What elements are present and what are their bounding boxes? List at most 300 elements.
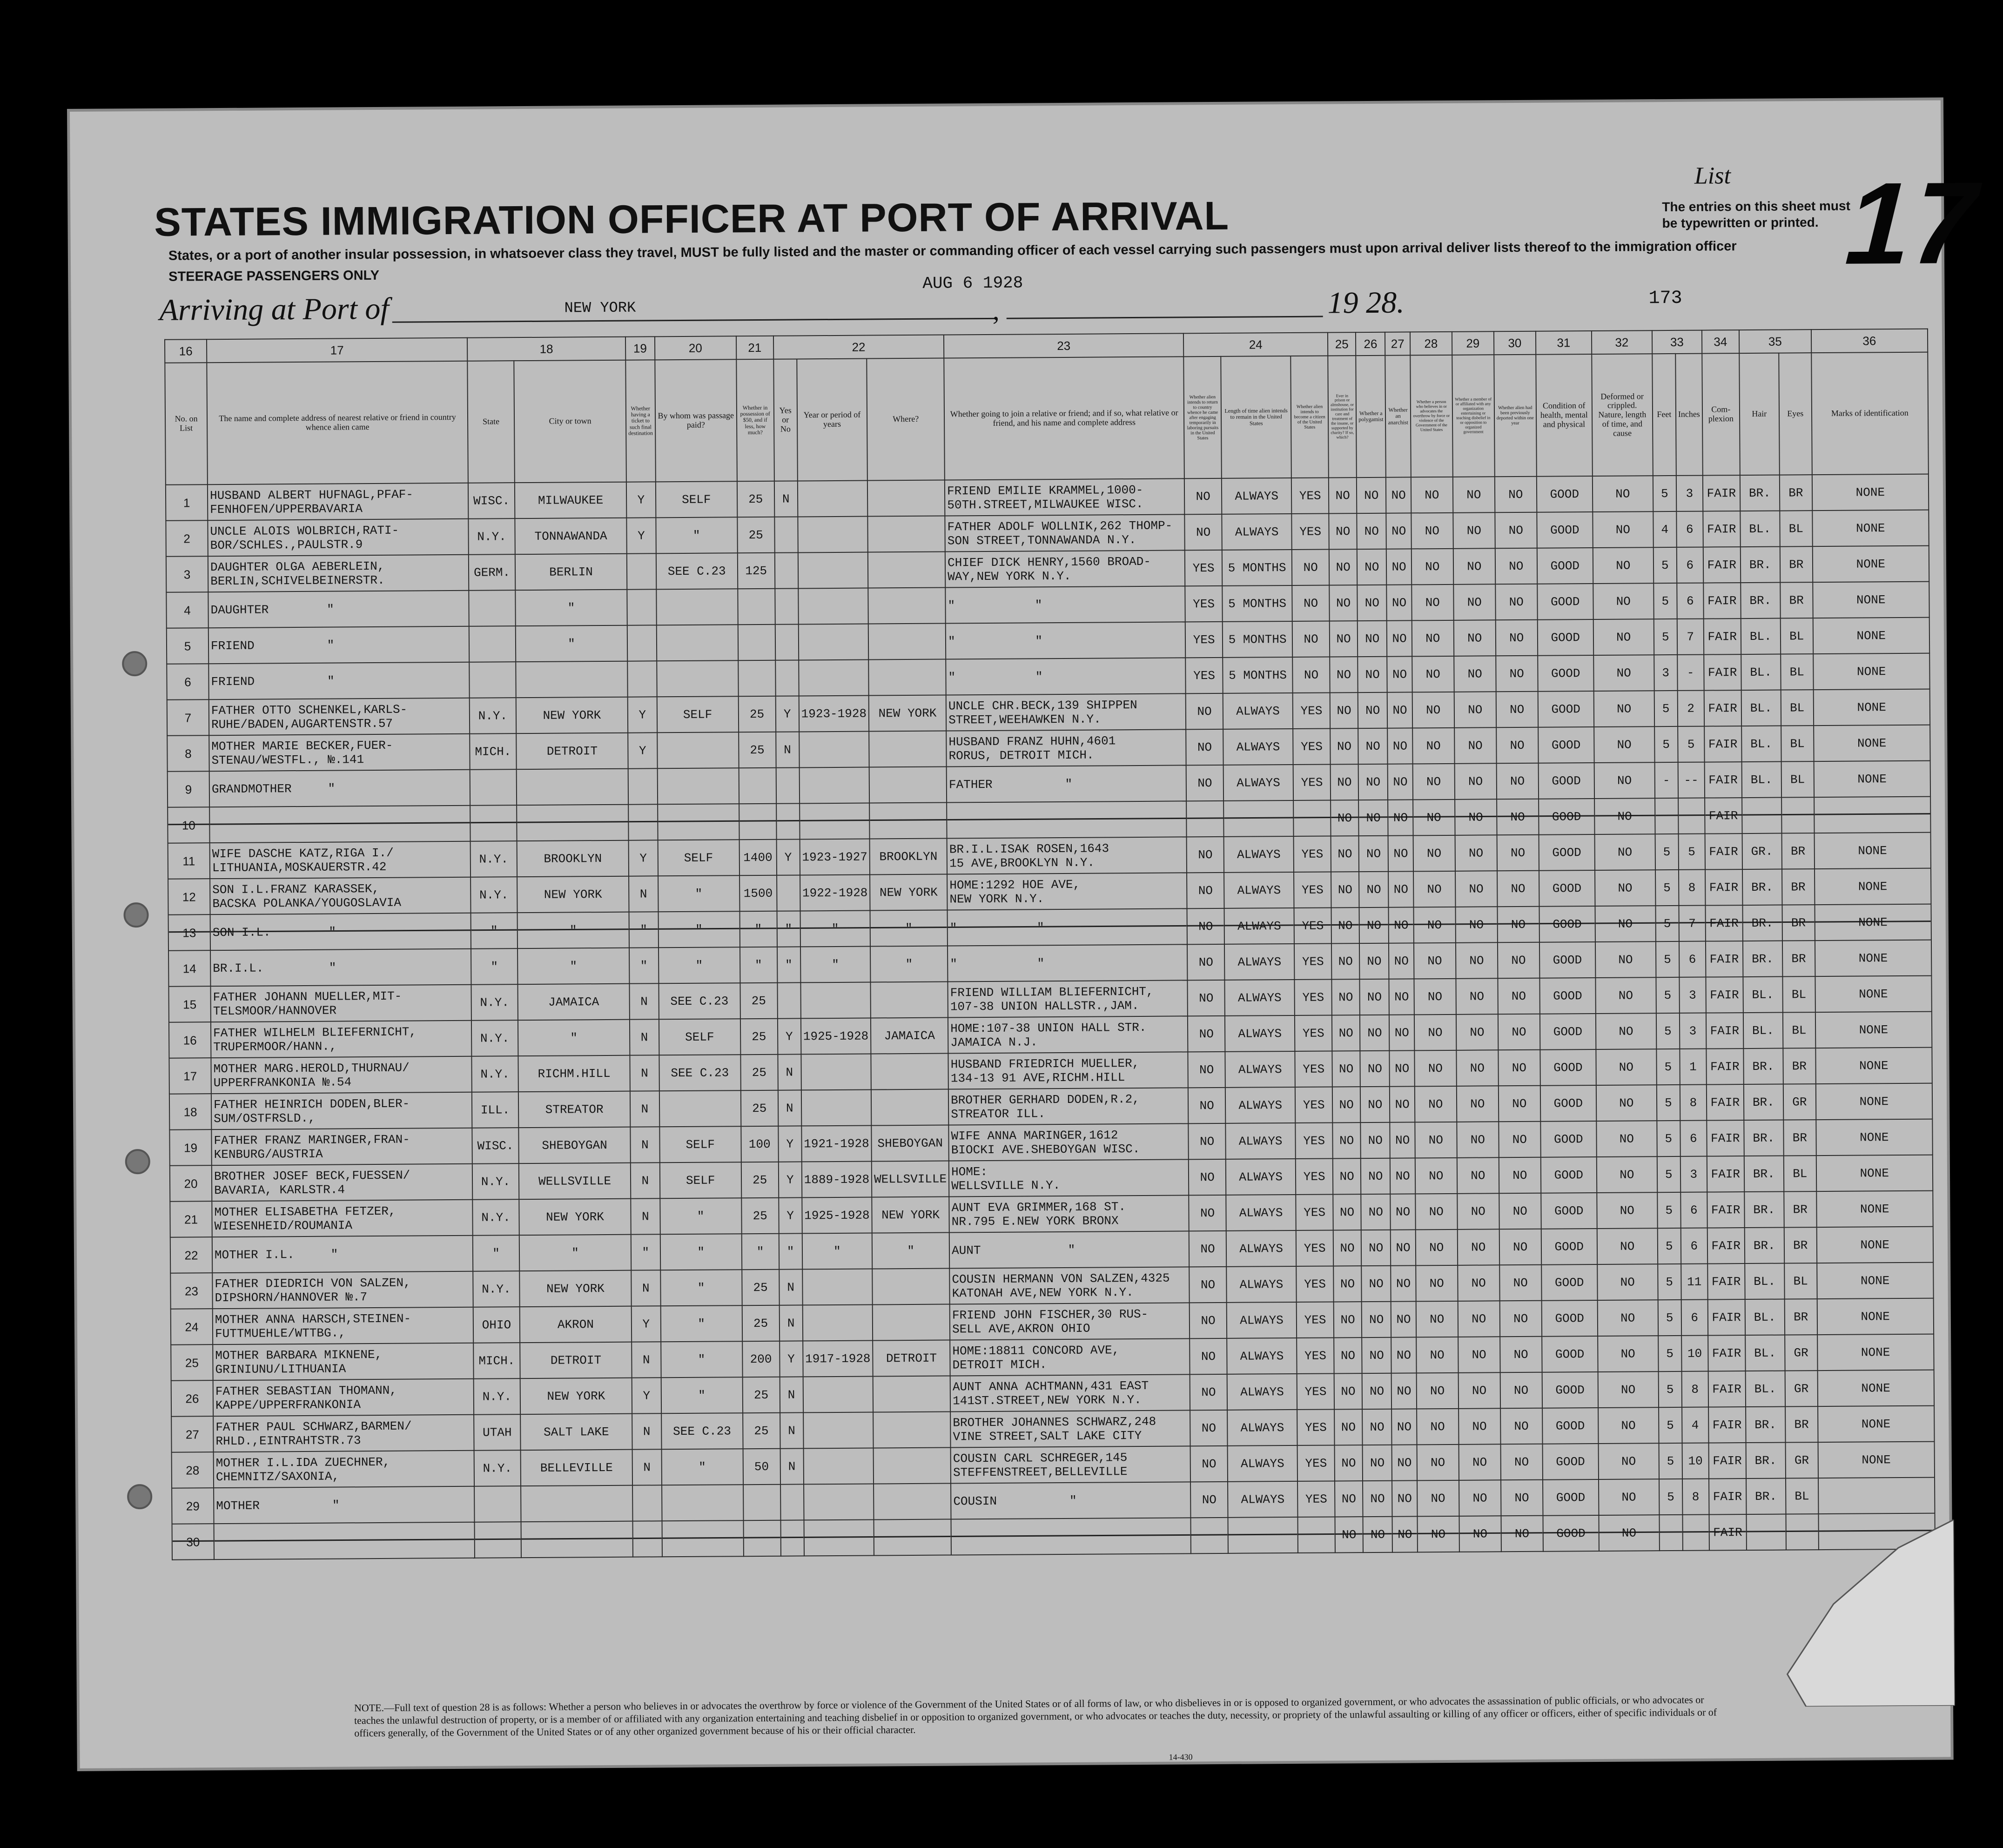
manifest-sheet <box>70 100 1994 1768</box>
joining: AUNT ANNA ACHTMANN,431 EAST 141ST.STREET,NEW YORK N.Y. <box>950 1374 1190 1411</box>
dest-state: MICH. <box>470 733 516 770</box>
money <box>738 625 775 660</box>
q29: NO <box>1453 620 1495 656</box>
passage-paid: SELF <box>659 1162 741 1198</box>
complexion: FAIR <box>1708 1443 1746 1478</box>
punch-hole <box>127 1484 152 1509</box>
money: 25 <box>741 1090 778 1126</box>
polygamist: NO <box>1358 728 1388 764</box>
row-number: 20 <box>170 1165 212 1202</box>
complexion: FAIR <box>1707 1192 1744 1228</box>
col-num: 20 <box>655 336 736 360</box>
hair-color: BL. <box>1741 762 1781 798</box>
polygamist: NO <box>1362 1373 1392 1409</box>
ticket: N <box>630 1091 659 1127</box>
q28: NO <box>1412 549 1453 585</box>
passage-paid: " <box>660 1305 742 1342</box>
dest-city: RICHM.HILL <box>518 1055 630 1092</box>
date-stamp: AUG 6 1928 <box>922 273 1023 293</box>
relative-address: FATHER SEBASTIAN THOMANN, KAPPE/UPPERFRANKONIA <box>213 1379 474 1416</box>
where-in-us <box>869 803 947 839</box>
col-num: 21 <box>736 336 773 359</box>
joining: COUSIN HERMANN VON SALZEN,4325 KATONAH AVE,NEW YORK N.Y. <box>949 1267 1189 1304</box>
q30: NO <box>1498 1014 1540 1050</box>
relative-address: FRIEND " <box>208 662 469 699</box>
length-of-stay: 5 MONTHS <box>1223 657 1292 693</box>
where-in-us <box>871 982 948 1018</box>
eye-color: BR <box>1780 582 1813 618</box>
height-inches: 6 <box>1677 583 1703 619</box>
row-number: 13 <box>168 914 210 951</box>
relative-address: WIFE DASCHE KATZ,RIGA I./ LITHUANIA,MOSKAUERSTR.42 <box>210 841 471 879</box>
return-intent: NO <box>1189 1195 1226 1231</box>
return-intent: NO <box>1186 693 1223 729</box>
joining: HOME:18811 CONCORD AVE, DETROIT MICH. <box>950 1338 1190 1376</box>
polygamist: NO <box>1358 657 1387 692</box>
citizen-intent: YES <box>1293 728 1330 764</box>
where-in-us: " <box>872 1233 949 1269</box>
anarchist: NO <box>1389 907 1414 943</box>
header-complexion: Com- plexion <box>1702 353 1740 475</box>
years-in-us <box>800 982 871 1019</box>
length-of-stay: ALWAYS <box>1226 1195 1296 1231</box>
return-intent: YES <box>1185 586 1222 622</box>
where-in-us: WELLSVILLE <box>872 1161 949 1197</box>
years-in-us: 1922-1928 <box>800 875 870 911</box>
header-polygamist: Whether a polygamist <box>1356 356 1386 477</box>
height-inches: 3 <box>1676 476 1703 511</box>
height-inches: 6 <box>1681 1300 1707 1336</box>
q29: NO <box>1454 727 1496 764</box>
length-of-stay: ALWAYS <box>1226 1159 1296 1195</box>
years-in-us: 1925-1928 <box>801 1018 871 1055</box>
where-in-us: NEW YORK <box>870 874 947 911</box>
punch-hole <box>125 1149 150 1174</box>
ticket: N <box>630 1055 659 1091</box>
ticket: N <box>632 1342 661 1378</box>
where-in-us <box>869 767 947 803</box>
manifest-rows <box>166 474 1935 1560</box>
relative-address: MOTHER " <box>214 1486 474 1524</box>
anarchist: NO <box>1392 1480 1417 1516</box>
relative-address: FATHER DIEDRICH VON SALZEN, DIPSHORN/HANNOVER №.7 <box>212 1271 473 1309</box>
q30: NO <box>1499 1301 1541 1337</box>
passage-paid: " <box>660 1270 742 1306</box>
length-of-stay: ALWAYS <box>1225 1087 1295 1123</box>
where-in-us <box>868 552 945 588</box>
row-number: 21 <box>170 1201 212 1237</box>
height-feet: 5 <box>1658 1300 1681 1336</box>
col-num: 35 <box>1739 329 1811 353</box>
dest-city: TONNAWANDA <box>515 518 626 554</box>
instructions: States, or a port of another insular possession, in whatsoever class they travel, MUST be fully listed and the master or commanding officer of each vessel carrying such passengers must upon arrival deliver lists thereof to the immigration officer <box>168 239 1737 263</box>
complexion: FAIR <box>1703 547 1741 583</box>
eye-color: BR <box>1785 1406 1818 1442</box>
height-inches: 6 <box>1680 1121 1707 1156</box>
hair-color <box>1742 798 1781 834</box>
prison: NO <box>1335 1445 1363 1481</box>
hair-color: BR. <box>1746 1443 1785 1479</box>
col-num: 29 <box>1452 331 1494 355</box>
polygamist: NO <box>1361 1158 1391 1194</box>
passage-paid <box>657 660 738 697</box>
row-number: 9 <box>168 771 209 807</box>
citizen-intent <box>1298 1517 1335 1552</box>
height-inches: 6 <box>1676 511 1703 547</box>
dest-state: N.Y. <box>468 518 515 555</box>
eye-color: BL <box>1781 654 1813 690</box>
dest-state: N.Y. <box>474 1378 520 1415</box>
prison: NO <box>1334 1409 1362 1445</box>
height-feet <box>1655 798 1678 834</box>
money <box>738 589 775 625</box>
dest-state: " <box>473 1235 519 1271</box>
health: GOOD <box>1537 584 1593 620</box>
height-feet: 5 <box>1659 1443 1682 1479</box>
punch-hole <box>122 651 147 676</box>
deformed: NO <box>1594 834 1655 870</box>
anarchist: NO <box>1392 1409 1417 1445</box>
relative-address: MOTHER ANNA HARSCH,STEINEN- FUTTMUEHLE/WTTBG., <box>213 1307 473 1344</box>
money: 100 <box>741 1126 778 1162</box>
q29: NO <box>1459 1480 1501 1516</box>
q29: NO <box>1457 1229 1499 1265</box>
citizen-intent: YES <box>1294 907 1331 943</box>
anarchist: NO <box>1391 1301 1416 1337</box>
anarchist: NO <box>1387 620 1412 656</box>
ticket: " <box>631 1234 660 1270</box>
q30: NO <box>1499 1229 1541 1265</box>
ticket: Y <box>626 482 656 517</box>
col-num: 34 <box>1702 330 1739 353</box>
joining: WIFE ANNA MARINGER,1612 BIOCKI AVE.SHEBOYGAN WISC. <box>948 1123 1188 1161</box>
citizen-intent: NO <box>1292 585 1329 621</box>
citizen-intent: YES <box>1295 1015 1332 1051</box>
dest-state: N.Y. <box>470 698 516 734</box>
header-eyes: Eyes <box>1779 353 1812 475</box>
return-intent: NO <box>1187 944 1224 980</box>
polygamist: NO <box>1357 477 1386 513</box>
return-intent: NO <box>1184 478 1222 514</box>
hair-color: BL. <box>1745 1299 1784 1336</box>
deformed: NO <box>1597 1300 1658 1336</box>
years-in-us <box>800 803 870 840</box>
health: GOOD <box>1540 1049 1596 1086</box>
passage-paid: " <box>658 875 739 912</box>
q28: NO <box>1416 1337 1458 1373</box>
height-feet: 5 <box>1657 1121 1680 1156</box>
complexion: FAIR <box>1706 1013 1743 1048</box>
polygamist: NO <box>1358 692 1388 728</box>
q29: NO <box>1454 656 1496 692</box>
joining: " " <box>946 658 1185 695</box>
years-in-us <box>801 1090 872 1126</box>
before-in-us <box>777 875 800 911</box>
before-in-us: Y <box>779 1197 802 1233</box>
q28: NO <box>1415 1086 1457 1122</box>
money <box>743 1520 780 1556</box>
return-intent: NO <box>1186 729 1223 765</box>
length-of-stay: 5 MONTHS <box>1223 621 1292 658</box>
dest-city <box>516 661 627 698</box>
entries-note: be typewritten or printed. <box>1662 215 1819 231</box>
prison: NO <box>1332 1122 1360 1158</box>
entries-note: The entries on this sheet must <box>1662 198 1850 215</box>
dest-city: " <box>518 1020 630 1056</box>
row-number: 19 <box>169 1129 211 1166</box>
polygamist: NO <box>1362 1337 1391 1373</box>
dest-city: STREATOR <box>518 1091 630 1128</box>
health: GOOD <box>1538 691 1593 727</box>
row-number: 4 <box>166 592 208 628</box>
q28: NO <box>1414 943 1456 979</box>
citizen-intent: YES <box>1294 836 1331 872</box>
q30: NO <box>1500 1337 1542 1373</box>
return-intent <box>1191 1518 1228 1553</box>
marks: NONE <box>1814 761 1930 798</box>
years-in-us: 1925-1928 <box>802 1197 872 1234</box>
row-number: 12 <box>168 879 210 915</box>
complexion: FAIR <box>1707 1228 1744 1263</box>
q30: NO <box>1495 584 1537 620</box>
dest-city: NEW YORK <box>517 876 629 913</box>
ticket: Y <box>626 517 656 553</box>
deformed: NO <box>1597 1192 1657 1229</box>
health: GOOD <box>1540 1014 1596 1050</box>
passage-paid <box>656 625 738 661</box>
anarchist: NO <box>1391 1373 1417 1409</box>
anarchist: NO <box>1389 943 1414 979</box>
return-intent: NO <box>1188 1088 1225 1123</box>
marks: NONE <box>1816 1083 1932 1120</box>
col-num: 23 <box>944 333 1183 358</box>
dest-state: UTAH <box>474 1414 520 1451</box>
polygamist: NO <box>1361 1266 1391 1302</box>
year-line <box>1007 316 1323 319</box>
footnote: NOTE.—Full text of question 28 is as follows: Whether a person who believes in or advocates the overthrow by force or violence of the Government of the United States or of all forms of law, or who disbelieves in or is opposed to organized government, or who advocates the assassination of public officials, or who advocates or teaches the unlawful destruction of property, or is a member of or affiliated with any organization entertaining and teaching disbelief in or opposition to organized government, or who advocates or teaches the duty, necessity, or propriety of the unlawful assaulting or killing of any officer or officers, either of specific individuals or of officers generally, of the Government of the United States or of any other organized government because of his or their official character. <box>354 1693 1717 1739</box>
length-of-stay: ALWAYS <box>1228 1481 1297 1518</box>
citizen-intent: NO <box>1292 621 1330 657</box>
health: GOOD <box>1538 727 1594 763</box>
anarchist: NO <box>1391 1265 1416 1301</box>
col-num: 25 <box>1328 332 1356 356</box>
dest-state: N.Y. <box>471 841 517 877</box>
polygamist: NO <box>1359 907 1389 943</box>
marks: NONE <box>1816 1119 1932 1156</box>
row-number: 24 <box>171 1309 213 1345</box>
polygamist: NO <box>1360 1051 1390 1087</box>
dest-state: N.Y. <box>471 984 518 1021</box>
citizen-intent: YES <box>1294 872 1331 907</box>
deformed: NO <box>1598 1336 1658 1372</box>
polygamist: NO <box>1363 1517 1393 1552</box>
polygamist: NO <box>1359 943 1389 979</box>
marks: NONE <box>1815 940 1931 977</box>
dest-state: ILL. <box>472 1092 518 1128</box>
ticket: N <box>632 1413 661 1449</box>
ticket: N <box>630 1019 659 1055</box>
complexion: FAIR <box>1707 1156 1744 1192</box>
length-of-stay: 5 MONTHS <box>1222 550 1292 586</box>
passage-paid: " <box>659 947 740 983</box>
complexion: FAIR <box>1704 690 1741 726</box>
q29: NO <box>1457 1086 1499 1122</box>
joining: FATHER " <box>947 765 1186 802</box>
before-in-us: " <box>779 1233 802 1269</box>
years-in-us: 1921-1928 <box>801 1126 872 1162</box>
relative-address: FATHER JOHANN MUELLER,MIT- TELSMOOR/HANNOVER <box>210 985 471 1022</box>
polygamist: NO <box>1358 621 1387 657</box>
q28: NO <box>1414 1050 1456 1087</box>
row-number: 23 <box>170 1273 212 1309</box>
before-in-us: N <box>779 1269 802 1305</box>
hair-color: BL. <box>1745 1371 1785 1407</box>
years-in-us: 1923-1927 <box>800 839 870 875</box>
ticket: N <box>631 1163 660 1198</box>
marks: NONE <box>1817 1298 1933 1335</box>
q29: NO <box>1459 1408 1500 1445</box>
citizen-intent: YES <box>1295 1051 1332 1087</box>
money: 25 <box>741 1198 779 1234</box>
list-label: List <box>1694 162 1731 189</box>
health: GOOD <box>1542 1444 1598 1480</box>
marks: NONE <box>1817 1370 1934 1407</box>
q29: NO <box>1456 978 1498 1015</box>
years-in-us: 1889-1928 <box>801 1162 872 1198</box>
where-in-us <box>874 1447 951 1484</box>
deformed: NO <box>1598 1443 1659 1479</box>
years-in-us: " <box>800 947 871 983</box>
height-inches: 10 <box>1681 1336 1708 1371</box>
where-in-us: " <box>870 910 948 947</box>
dest-state: WISC. <box>472 1128 518 1164</box>
eye-color <box>1781 797 1814 833</box>
passage-paid: SELF <box>657 696 738 732</box>
q28: NO <box>1416 1265 1458 1302</box>
prison: NO <box>1330 692 1358 728</box>
q29: NO <box>1459 1444 1500 1480</box>
polygamist: NO <box>1363 1481 1392 1517</box>
length-of-stay: ALWAYS <box>1223 729 1293 765</box>
eye-color: GR <box>1785 1335 1817 1371</box>
complexion: FAIR <box>1704 762 1741 798</box>
deformed: NO <box>1596 1049 1656 1085</box>
return-intent: YES <box>1185 550 1222 586</box>
deformed: NO <box>1597 1264 1658 1300</box>
form-code: 14-430 <box>1169 1752 1193 1762</box>
relative-address: FATHER HEINRICH DODEN,BLER- SUM/OSTFRSLD., <box>211 1092 472 1129</box>
q30: NO <box>1499 1122 1540 1158</box>
ticket <box>627 553 656 589</box>
height-feet: 5 <box>1659 1479 1682 1515</box>
dest-state <box>469 662 516 698</box>
anarchist: NO <box>1388 871 1413 907</box>
polygamist: NO <box>1362 1409 1392 1445</box>
q30: NO <box>1496 692 1538 728</box>
before-in-us: N <box>780 1448 803 1484</box>
dest-state: " <box>471 913 518 949</box>
before-in-us <box>775 624 798 660</box>
dest-state <box>475 1522 521 1558</box>
joining: HUSBAND FRIEDRICH MUELLER, 134-13 91 AVE,RICHM.HILL <box>948 1052 1188 1089</box>
complexion: FAIR <box>1709 1478 1746 1514</box>
years-in-us <box>798 517 868 553</box>
return-intent: YES <box>1185 622 1223 658</box>
ticket: " <box>629 948 659 983</box>
marks: NONE <box>1813 689 1929 726</box>
relative-address: MOTHER MARG.HEROLD,THURNAU/ UPPERFRANKONIA №.54 <box>211 1056 471 1094</box>
prison: NO <box>1330 657 1358 692</box>
hair-color: BL. <box>1743 977 1782 1013</box>
q28: NO <box>1416 1301 1458 1337</box>
relative-address: MOTHER I.L.IDA ZUECHNER, CHEMNITZ/SAXONIA, <box>214 1451 474 1488</box>
years-in-us: 1917-1928 <box>803 1341 873 1377</box>
dest-city: MILWAUKEE <box>515 482 626 518</box>
anarchist: NO <box>1387 656 1412 692</box>
q28: NO <box>1415 1158 1457 1194</box>
health: GOOD <box>1543 1479 1599 1516</box>
money: 25 <box>742 1270 779 1305</box>
marks: NONE <box>1816 1227 1933 1263</box>
height-inches: 4 <box>1682 1407 1708 1443</box>
prison: NO <box>1335 1517 1363 1552</box>
joining: " " <box>945 586 1185 623</box>
hair-color: BL. <box>1741 618 1780 655</box>
joining: BROTHER GERHARD DODEN,R.2, STREATOR ILL. <box>948 1088 1188 1125</box>
height-feet: 5 <box>1653 619 1677 655</box>
years-in-us <box>804 1484 874 1520</box>
money: " <box>740 947 777 983</box>
hair-color: BL. <box>1745 1263 1784 1300</box>
dest-state: GERM. <box>469 554 515 591</box>
height-feet: 5 <box>1656 941 1679 977</box>
citizen-intent: YES <box>1293 764 1331 800</box>
relative-address: FRIEND " <box>208 626 469 664</box>
joining: " " <box>948 944 1187 981</box>
money: 25 <box>743 1413 780 1449</box>
where-in-us: NEW YORK <box>872 1197 949 1233</box>
header-purpose-citizen: Whether alien intends to become a citizen of the United States <box>1291 356 1329 477</box>
eye-color: BL <box>1784 1156 1816 1191</box>
row-number: 7 <box>167 699 209 736</box>
height-feet: 5 <box>1653 476 1676 511</box>
joining: COUSIN CARL SCHREGER,145 STEFFENSTREET,BELLEVILLE <box>951 1446 1190 1483</box>
hair-color: BR. <box>1744 1156 1784 1192</box>
q29: NO <box>1454 763 1496 800</box>
years-in-us <box>798 552 868 589</box>
citizen-intent: YES <box>1294 943 1331 979</box>
prison: NO <box>1329 513 1357 549</box>
deformed: NO <box>1593 511 1653 548</box>
ticket: " <box>629 912 659 948</box>
before-in-us: Y <box>780 1341 803 1377</box>
manifest-table <box>164 329 1936 1560</box>
ticket: N <box>630 1127 659 1163</box>
dest-city <box>521 1521 633 1558</box>
row-number: 6 <box>167 664 208 700</box>
passage-paid: " <box>660 1198 741 1234</box>
before-in-us: N <box>776 732 799 767</box>
before-in-us: N <box>779 1305 802 1341</box>
return-intent: NO <box>1190 1374 1227 1410</box>
header-health: Condition of health, mental and physical <box>1536 354 1593 477</box>
where-in-us <box>867 480 945 517</box>
deformed: NO <box>1597 1156 1657 1193</box>
ticket <box>627 589 656 625</box>
joining: BROTHER JOHANNES SCHWARZ,248 VINE STREET,SALT LAKE CITY <box>950 1410 1190 1447</box>
q28: NO <box>1411 513 1453 549</box>
header-passage-paid: By whom was passage paid? <box>655 359 737 482</box>
